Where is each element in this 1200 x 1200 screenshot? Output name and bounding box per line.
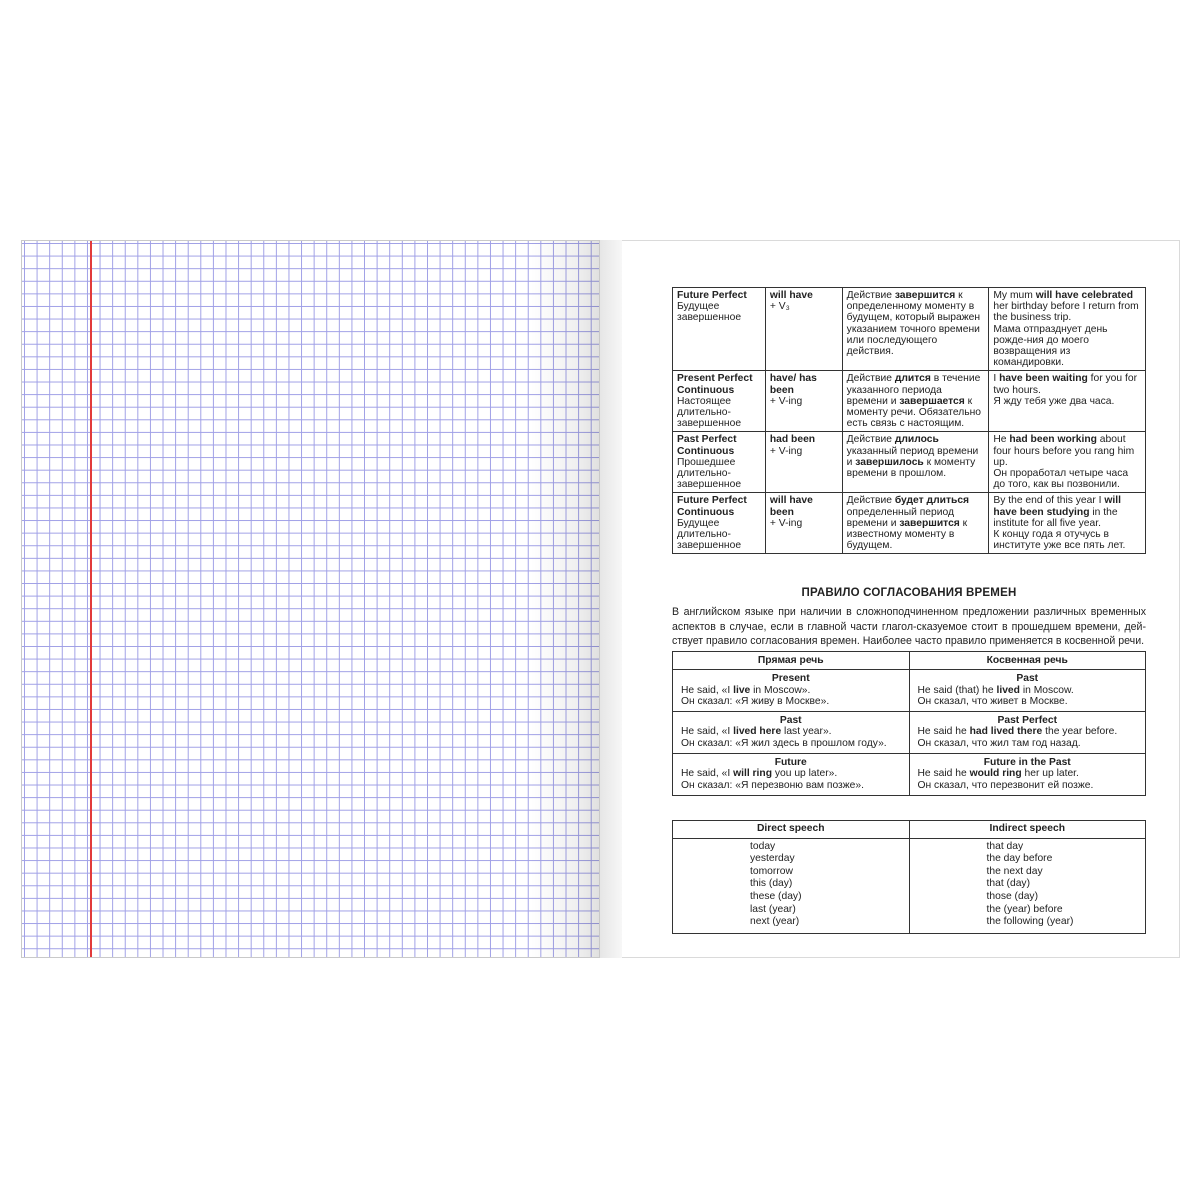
indirect-tense: Past <box>1016 673 1039 685</box>
indirect-word: those (day) <box>986 890 1039 902</box>
example-text: her birthday before I return from the business trip. <box>993 301 1139 324</box>
notebook-spread <box>21 240 1180 958</box>
tense-row <box>673 288 1146 371</box>
example-text: for you for two hours. <box>993 373 1138 396</box>
tense-form-cell <box>765 288 842 371</box>
direct-word: today <box>750 840 776 852</box>
usage-text: завершится <box>899 517 960 529</box>
tense-translation: Будущее завершенное <box>677 301 742 324</box>
direct-word: this (day) <box>750 878 793 890</box>
tense-form-aux: will have been <box>769 495 813 518</box>
usage-text: к моменту времени в прошлом. <box>846 456 976 480</box>
tense-example-cell <box>989 371 1146 432</box>
tense-form-cell <box>765 432 842 493</box>
indirect-english-text: He said he <box>917 726 970 738</box>
usage-text: в течение указанного периода времени и <box>846 373 981 407</box>
tense-name-cell <box>673 493 766 554</box>
indirect-word: the (year) before <box>986 903 1063 915</box>
direct-speech-cell <box>673 754 910 796</box>
tense-usage-cell <box>842 371 989 432</box>
tense-form-aux: had been <box>769 434 816 446</box>
direct-word: next (year) <box>750 916 800 928</box>
example-text: had been working <box>1009 434 1097 446</box>
usage-text: к моменту речи. Обязательно есть связь с настоящим. <box>846 395 982 430</box>
tense-form-cell <box>765 493 842 554</box>
tense-form-aux: will have <box>769 290 813 301</box>
indirect-tense: Future in the Past <box>983 757 1071 769</box>
indirect-english-text: He said he <box>917 768 970 780</box>
direct-words-header: Direct speech <box>673 821 910 839</box>
tense-form-aux: have/ has been <box>769 373 817 396</box>
tense-table <box>672 287 1146 554</box>
direct-speech-header: Прямая речь <box>673 652 910 670</box>
tense-name-cell <box>673 432 766 493</box>
direct-word: yesterday <box>750 853 795 865</box>
direct-word: these (day) <box>750 890 802 902</box>
indirect-english <box>918 685 1138 696</box>
indirect-word: the next day <box>986 865 1043 877</box>
indirect-speech-cell <box>909 754 1146 796</box>
indirect-words-cell <box>909 838 1146 933</box>
tense-form-cell <box>765 371 842 432</box>
direct-word: tomorrow <box>750 865 793 877</box>
direct-english <box>681 685 901 696</box>
example-text: Он проработал четыре часа до того, как вы позвонили. <box>993 468 1129 491</box>
direct-russian: Он сказал: «Я перезвоню вам позже». <box>681 779 864 791</box>
indirect-word: the following (year) <box>986 916 1074 928</box>
direct-english-text: in Moscow». <box>750 684 811 696</box>
indirect-words-header: Indirect speech <box>909 821 1146 839</box>
tense-row <box>673 493 1146 554</box>
usage-text: Действие <box>846 373 895 385</box>
tense-name: Present Perfect Continuous <box>677 373 753 396</box>
tense-name: Future Perfect <box>677 290 747 301</box>
indirect-english-text: would ring <box>969 768 1022 780</box>
indirect-speech-cell <box>909 670 1146 712</box>
direct-english <box>681 768 901 779</box>
tense-name: Future Perfect Continuous <box>677 495 747 518</box>
usage-text: к известному моменту в будущем. <box>846 517 968 552</box>
indirect-word: that day <box>986 840 1024 852</box>
indirect-english <box>918 726 1138 737</box>
usage-text: определенный период времени и <box>846 506 955 529</box>
example-text: By the end of this year I <box>993 495 1105 507</box>
direct-english <box>681 726 901 737</box>
indirect-english-text: He said (that) he <box>917 684 997 696</box>
usage-text: указанный период времени и <box>846 445 979 468</box>
indirect-speech-header: Косвенная речь <box>909 652 1146 670</box>
time-words-table <box>672 820 1146 934</box>
tense-example-cell <box>989 432 1146 493</box>
red-margin-line <box>90 241 92 957</box>
direct-russian: Он сказал: «Я живу в Москве». <box>681 695 830 707</box>
indirect-speech-cell <box>909 712 1146 754</box>
speech-table <box>672 651 1146 796</box>
example-text: have been waiting <box>999 373 1088 385</box>
section-title: ПРАВИЛО СОГЛАСОВАНИЯ ВРЕМЕН <box>801 587 1017 599</box>
direct-english-text: He said, «I <box>681 726 734 738</box>
usage-text: Действие <box>846 495 895 507</box>
usage-text: будет длиться <box>894 495 970 507</box>
usage-text: длилось <box>894 434 939 446</box>
example-text: My mum <box>993 290 1036 301</box>
direct-english-text: will ring <box>733 768 772 780</box>
tense-name-cell <box>673 288 766 371</box>
usage-text: завершилось <box>855 456 924 468</box>
indirect-english-text: had lived there <box>969 726 1043 738</box>
tense-example-cell <box>989 493 1146 554</box>
tense-translation: Настоящее длительно-завершенное <box>677 395 742 430</box>
direct-word: last (year) <box>750 903 796 915</box>
indirect-word: the day before <box>986 853 1053 865</box>
tense-form-verb: + V-ing <box>769 395 803 407</box>
example-text: in the institute for all five year. <box>993 506 1118 529</box>
indirect-english-text: in Moscow. <box>1019 684 1074 696</box>
direct-speech-cell <box>673 670 910 712</box>
example-text: about four hours before you rang him up. <box>993 434 1135 468</box>
indirect-english-text: lived <box>996 684 1020 696</box>
reference-page-right <box>622 240 1180 958</box>
tense-name-cell <box>673 371 766 432</box>
tense-name: Past Perfect Continuous <box>677 434 737 457</box>
example-text: К концу года я отучусь в институте уже все пять лет. <box>993 529 1126 552</box>
usage-text: Действие <box>846 434 895 446</box>
indirect-english-text: her up later. <box>1021 768 1079 780</box>
tense-row <box>673 432 1146 493</box>
direct-english-text: He said, «I <box>681 768 734 780</box>
direct-words-cell <box>673 838 910 933</box>
direct-tense: Past <box>779 715 802 727</box>
tense-row <box>673 371 1146 432</box>
indirect-english-text: the year before. <box>1042 726 1118 738</box>
indirect-russian: Он сказал, что живет в Москве. <box>917 695 1068 707</box>
direct-tense: Future <box>774 757 807 769</box>
indirect-tense: Past Perfect <box>997 715 1058 727</box>
example-text: will have celebrated <box>1035 290 1133 301</box>
direct-speech-cell <box>673 712 910 754</box>
tense-usage-cell <box>842 493 989 554</box>
tense-translation: Прошедшее длительно-завершенное <box>677 456 742 491</box>
direct-russian: Он сказал: «Я жил здесь в прошлом году». <box>681 737 887 749</box>
example-text: Я жду тебя уже два часа. <box>993 395 1115 407</box>
direct-english-text: lived here <box>733 726 782 738</box>
usage-text: длится <box>894 373 931 385</box>
direct-english-text: live <box>733 684 751 696</box>
usage-text: к определенному моменту в будущем, который выражен указанием точного времени или последующего действия. <box>846 290 981 358</box>
example-text: Мама отпразднует день рожде-ния до моего возвращения из командировки. <box>993 323 1108 369</box>
example-text: He <box>993 434 1010 446</box>
direct-english-text: He said, «I <box>681 684 734 696</box>
grid-page-left <box>21 240 600 958</box>
tense-example-cell <box>989 288 1146 371</box>
intro-text: В английском языке при наличии в сложноподчиненном предложении различных временных аспектов в случае, если в главной части глагол-сказуемое стоит в прошедшем времени, дей-ствует правило согласования времен. Наиболее часто правило применяется в косвенной речи. <box>672 606 1146 647</box>
example-text: will have been studying <box>993 495 1121 518</box>
tense-form-verb: + V-ing <box>769 517 803 529</box>
direct-english-text: last year». <box>781 726 832 738</box>
direct-tense: Present <box>771 673 810 685</box>
tense-form-verb: + V₃ <box>769 301 790 313</box>
indirect-russian: Он сказал, что перезвонит ей позже. <box>917 779 1094 791</box>
speech-row <box>673 712 1146 754</box>
direct-english-text: you up later». <box>772 768 838 780</box>
speech-row <box>673 670 1146 712</box>
usage-text: Действие <box>846 290 895 301</box>
indirect-russian: Он сказал, что жил там год назад. <box>917 737 1081 749</box>
usage-text: завершится <box>894 290 956 301</box>
indirect-english <box>918 768 1138 779</box>
indirect-word: that (day) <box>986 878 1030 890</box>
usage-text: завершается <box>899 395 965 407</box>
speech-row <box>673 754 1146 796</box>
example-text: I <box>993 373 1000 385</box>
tense-usage-cell <box>842 432 989 493</box>
notebook-gutter <box>600 240 622 958</box>
tense-translation: Будущее длительно-завершенное <box>677 517 742 552</box>
tense-usage-cell <box>842 288 989 371</box>
tense-form-verb: + V-ing <box>769 445 803 457</box>
